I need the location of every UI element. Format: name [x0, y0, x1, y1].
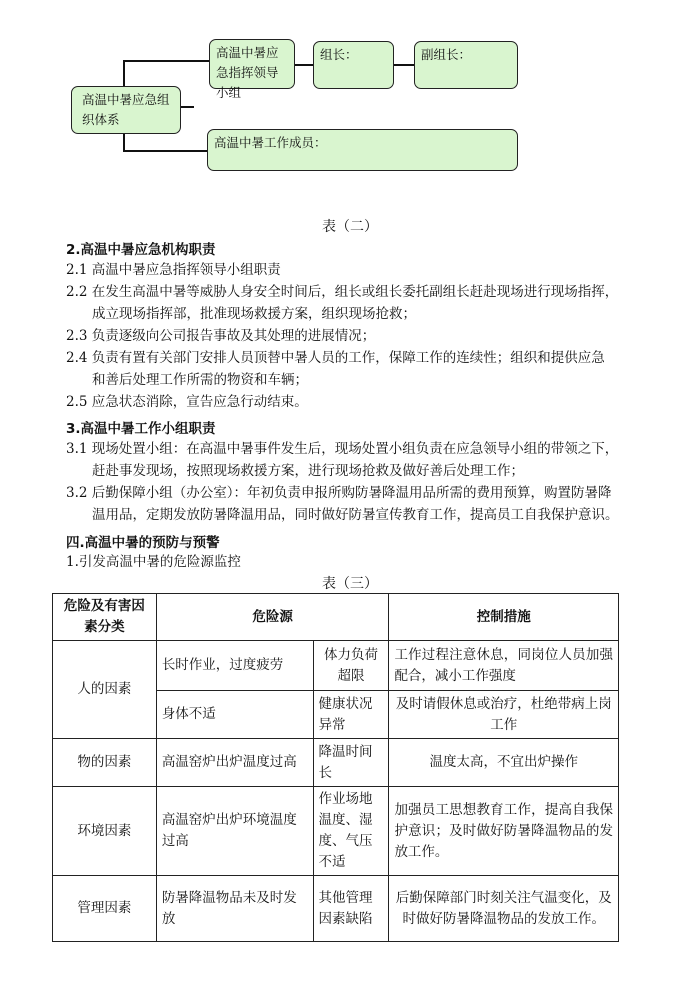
table-row — [53, 641, 619, 691]
section2-heading: 2.高温中暑应急机构职责 — [66, 242, 216, 258]
cell-source: 高温窑炉出炉环境温度过高 — [156, 787, 313, 876]
cell-detail: 体力负荷超限 — [313, 641, 389, 691]
connector-top — [123, 60, 210, 62]
table-row — [53, 739, 619, 787]
section2-item: 2.3 负责逐级向公司报告事故及其处理的进展情况； — [66, 328, 376, 344]
cell-detail: 健康状况异常 — [313, 691, 389, 739]
cell-category: 物的因素 — [53, 739, 157, 787]
table-row — [53, 787, 619, 876]
cell-detail: 降温时间长 — [313, 739, 389, 787]
section2-item: 2.1 高温中暑应急指挥领导小组职责 — [66, 262, 281, 278]
vice-leader-label: 副组长： — [421, 47, 472, 62]
leader-box — [313, 41, 394, 89]
leader-group-box — [209, 39, 295, 100]
org-root-label: 高温中暑应急组织体系 — [82, 92, 170, 127]
section3-heading: 3.高温中暑工作小组职责 — [66, 421, 216, 437]
section4-heading: 四.高温中暑的预防与预警 — [66, 535, 220, 551]
connector-bottom — [123, 150, 210, 152]
cell-measure: 温度太高，不宜出炉操作 — [389, 739, 619, 787]
section2-item: 和善后处理工作所需的物资和车辆； — [92, 372, 308, 388]
section2-item: 2.2 在发生高温中暑等威胁人身安全时间后，组长或组长委托副组长赶赴现场进行现场指挥， — [66, 284, 619, 300]
section3-item: 3.1 现场处置小组：在高温中暑事件发生后，现场处置小组负责在应急领导小组的带领之下， — [66, 441, 619, 457]
section2-text — [66, 259, 636, 413]
cell-category: 环境因素 — [53, 787, 157, 876]
connector-leader — [294, 64, 314, 66]
connector-vice — [393, 64, 415, 66]
hazard-table — [52, 593, 619, 942]
section2-item: 2.4 负责有置有关部门安排人员顶替中暑人员的工作，保障工作的连续性；组织和提供应急 — [66, 350, 605, 366]
cell-detail: 作业场地温度、湿度、气压不适 — [313, 787, 389, 876]
section2-item: 2.5 应急状态消除，宣告应急行动结束。 — [66, 394, 308, 410]
section3-text — [66, 438, 636, 526]
leader-group-label: 高温中暑应急指挥领导小组 — [216, 45, 279, 100]
section4-sub: 1.引发高温中暑的危险源监控 — [66, 554, 241, 570]
cell-source: 长时作业，过度疲劳 — [156, 641, 313, 691]
cell-measure: 加强员工思想教育工作，提高自我保护意识；及时做好防暑降温物品的发放工作。 — [389, 787, 619, 876]
connector-root-right — [180, 106, 194, 108]
cell-source: 高温窑炉出炉温度过高 — [156, 739, 313, 787]
header-source: 危险源 — [156, 594, 389, 641]
header-measure: 控制措施 — [389, 594, 619, 641]
table-caption-2: 表（二） — [322, 219, 378, 235]
org-root-box — [71, 86, 181, 134]
cell-category: 管理因素 — [53, 876, 157, 942]
section3-item: 温用品，定期发放防暑降温用品，同时做好防暑宣传教育工作，提高员工自我保护意识。 — [92, 507, 619, 523]
table-row — [53, 876, 619, 942]
cell-measure: 工作过程注意休息，同岗位人员加强配合，减小工作强度 — [389, 641, 619, 691]
cell-category: 人的因素 — [53, 641, 157, 739]
members-box — [207, 129, 518, 171]
cell-measure: 后勤保障部门时刻关注气温变化，及时做好防暑降温物品的发放工作。 — [389, 876, 619, 942]
cell-source: 防暑降温物品未及时发放 — [156, 876, 313, 942]
header-category: 危险及有害因素分类 — [53, 594, 157, 641]
cell-measure: 及时请假休息或治疗，杜绝带病上岗工作 — [389, 691, 619, 739]
cell-source: 身体不适 — [156, 691, 313, 739]
section2-item: 成立现场指挥部，批准现场救援方案，组织现场抢救； — [92, 306, 416, 322]
members-label: 高温中暑工作成员： — [214, 135, 327, 150]
section3-item: 赶赴事发现场，按照现场救援方案，进行现场抢救及做好善后处理工作； — [92, 463, 524, 479]
section3-item: 3.2 后勤保障小组（办公室）：年初负责申报所购防暑降温用品所需的费用预算，购置防暑降 — [66, 485, 612, 501]
leader-label: 组长： — [320, 47, 358, 62]
vice-leader-box — [414, 41, 518, 89]
cell-detail: 其他管理因素缺陷 — [313, 876, 389, 942]
table-caption-3: 表（三） — [322, 576, 378, 592]
